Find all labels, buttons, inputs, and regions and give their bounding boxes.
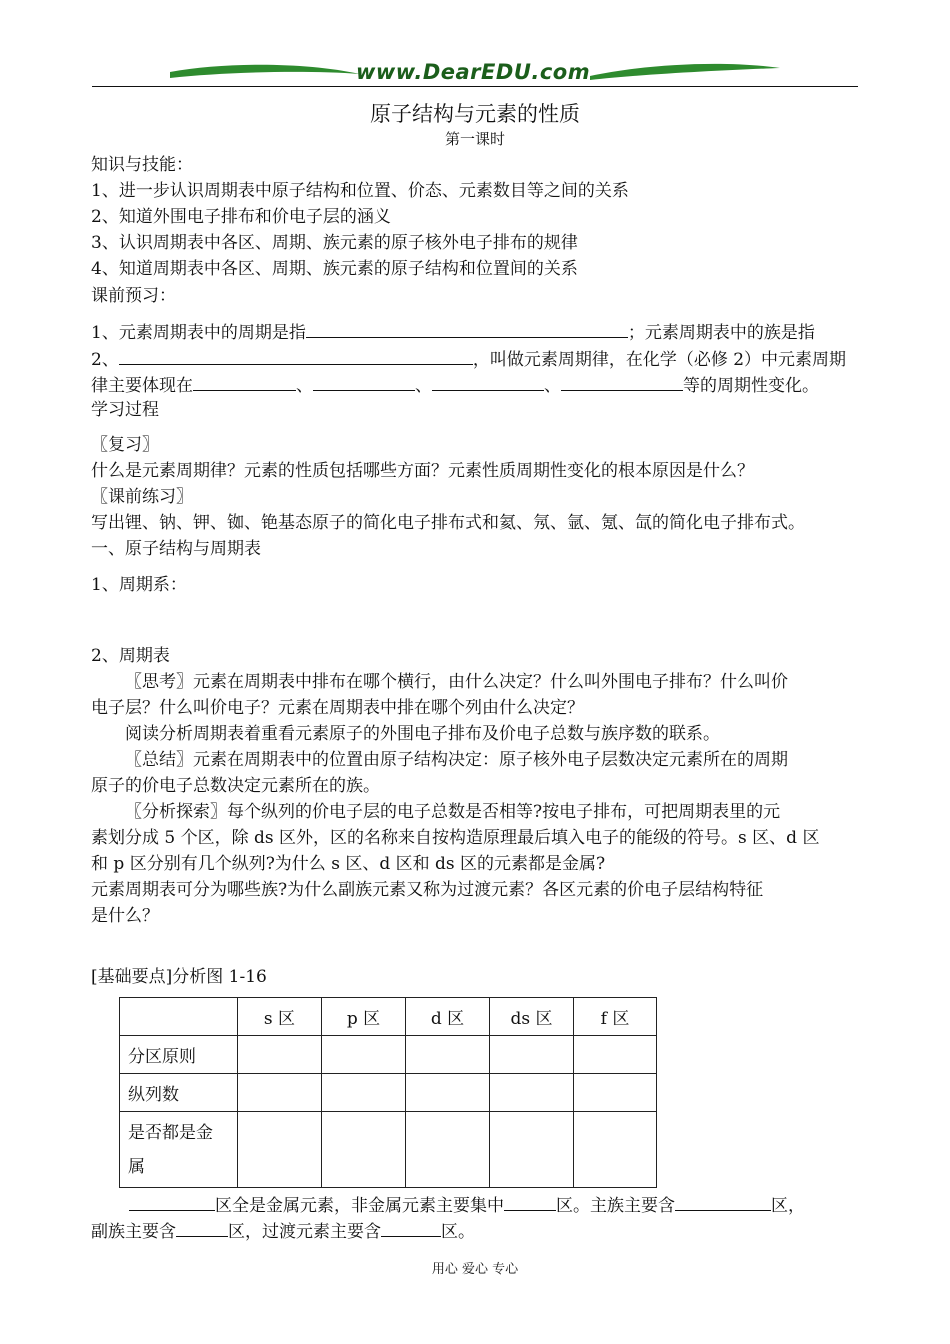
q3-sep: 、 — [544, 376, 561, 396]
objective-item: 2、知道外围电子排布和价电子层的涵义 — [91, 207, 391, 227]
table-header-cell: d 区 — [406, 998, 490, 1036]
basics-heading: [基础要点]分析图 1-16 — [91, 967, 267, 987]
table-cell[interactable] — [574, 1112, 657, 1188]
table-row — [120, 1074, 657, 1112]
q1-blank[interactable] — [306, 319, 628, 338]
objective-item: 1、进一步认识周期表中原子结构和位置、价态、元素数目等之间的关系 — [91, 181, 629, 201]
table-row-label — [120, 1112, 238, 1188]
table-cell[interactable] — [406, 1112, 490, 1188]
page-subtitle: 第一课时 — [444, 130, 505, 148]
fill-blank[interactable] — [504, 1192, 556, 1211]
fill-blank[interactable] — [176, 1218, 228, 1237]
table-header-cell: ds 区 — [490, 998, 574, 1036]
table-cell[interactable] — [574, 1036, 657, 1074]
explore-line: 素划分成 5 个区，除 ds 区外，区的名称来自按构造原理最后填入电子的能级的符号。s 区、d 区 — [91, 828, 820, 848]
review-tag: 〖复习〗 — [91, 435, 159, 455]
q3-blank-4[interactable] — [561, 372, 683, 391]
summary-line: 原子的价电子总数决定元素所在的族。 — [91, 776, 380, 796]
q3-text-end: 等的周期性变化。 — [683, 376, 819, 396]
q3-sep: 、 — [296, 376, 313, 396]
table-cell[interactable] — [406, 1074, 490, 1112]
table-row — [120, 1112, 657, 1188]
preview-q1 — [91, 319, 815, 345]
table-header-cell: f 区 — [574, 998, 657, 1036]
row-label-line: 是否都是金 — [128, 1122, 213, 1143]
q2-text-a: 2、 — [91, 350, 119, 370]
swoosh-right-icon — [585, 58, 785, 86]
header-rule — [92, 86, 858, 87]
q1-text-b: ；元素周期表中的族是指 — [627, 323, 815, 343]
table-header-cell: p 区 — [322, 998, 406, 1036]
table-header-cell — [120, 998, 238, 1036]
fill-text: 区。 — [441, 1222, 475, 1242]
table-row-label: 分区原则 — [120, 1036, 238, 1074]
preview-q3 — [91, 372, 819, 398]
table-row — [120, 1036, 657, 1074]
fill-blank[interactable] — [675, 1192, 771, 1211]
table-cell[interactable] — [406, 1036, 490, 1074]
practice-tag: 〖课前练习〗 — [91, 487, 193, 507]
swoosh-left-icon — [165, 58, 365, 86]
table-row-label: 纵列数 — [120, 1074, 238, 1112]
logo-text: www.DearEDU.com — [356, 60, 591, 84]
table-cell[interactable] — [238, 1112, 322, 1188]
table-header-cell: s 区 — [238, 998, 322, 1036]
q2-text-b: ，叫做元素周期律，在化学（必修 2）中元素周期 — [472, 350, 847, 370]
fill-blank[interactable] — [381, 1218, 441, 1237]
table-cell[interactable] — [322, 1036, 406, 1074]
row-label-line: 属 — [128, 1156, 145, 1177]
q3-blank-3[interactable] — [432, 372, 544, 391]
fill-blank[interactable] — [129, 1192, 215, 1211]
page-title: 原子结构与元素的性质 — [370, 102, 580, 126]
think-line: 电子层？什么叫价电子？元素在周期表中排在哪个列由什么决定？ — [91, 698, 584, 718]
subsection-periodic-table: 2、周期表 — [91, 646, 170, 666]
fill-text: 区。主族主要含 — [556, 1196, 675, 1216]
objective-item: 4、知道周期表中各区、周期、族元素的原子结构和位置间的关系 — [91, 259, 578, 279]
read-line: 阅读分析周期表着重看元素原子的外围电子排布及价电子总数与族序数的联系。 — [125, 724, 720, 744]
fill-text: 区全是金属元素，非金属元素主要集中 — [215, 1196, 504, 1216]
fill-text: 副族主要含 — [91, 1222, 176, 1242]
table-cell[interactable] — [490, 1074, 574, 1112]
table-cell[interactable] — [322, 1112, 406, 1188]
q2-blank[interactable] — [119, 346, 473, 365]
preview-heading: 课前预习： — [91, 286, 176, 306]
preview-q2 — [91, 346, 846, 372]
table-cell[interactable] — [238, 1074, 322, 1112]
think-line: 〖思考〗元素在周期表中排布在哪个横行，由什么决定？什么叫外围电子排布？什么叫价 — [125, 672, 788, 692]
fill-line-2 — [91, 1218, 475, 1244]
q1-text-a: 1、元素周期表中的周期是指 — [91, 323, 306, 343]
review-question: 什么是元素周期律？元素的性质包括哪些方面？元素性质周期性变化的根本原因是什么？ — [91, 461, 754, 481]
explore-line: 〖分析探索〗每个纵列的价电子层的电子总数是否相等?按电子排布，可把周期表里的元 — [125, 802, 781, 822]
subsection-periodic-system: 1、周期系： — [91, 575, 187, 595]
explore-line: 是什么？ — [91, 906, 159, 926]
objective-item: 3、认识周期表中各区、周期、族元素的原子核外电子排布的规律 — [91, 233, 578, 253]
explore-line: 和 p 区分别有几个纵列?为什么 s 区、d 区和 ds 区的元素都是金属? — [91, 854, 606, 874]
summary-line: 〖总结〗元素在周期表中的位置由原子结构决定：原子核外电子层数决定元素所在的周期 — [125, 750, 788, 770]
page-footer: 用心 爱心 专心 — [431, 1262, 519, 1277]
blocks-table — [119, 997, 657, 1188]
q3-blank-2[interactable] — [313, 372, 415, 391]
fill-text: 区，过渡元素主要含 — [228, 1222, 381, 1242]
section-heading: 一、原子结构与周期表 — [91, 539, 261, 559]
table-cell[interactable] — [490, 1036, 574, 1074]
explore-line: 元素周期表可分为哪些族?为什么副族元素又称为过渡元素？各区元素的价电子层结构特征 — [91, 880, 764, 900]
table-cell[interactable] — [574, 1074, 657, 1112]
fill-line-1 — [129, 1192, 805, 1218]
q3-sep: 、 — [415, 376, 432, 396]
table-cell[interactable] — [238, 1036, 322, 1074]
table-cell[interactable] — [322, 1074, 406, 1112]
objectives-heading: 知识与技能： — [91, 155, 193, 175]
fill-text: 区， — [771, 1196, 805, 1216]
q3-blank-1[interactable] — [193, 372, 296, 391]
q3-text-a: 律主要体现在 — [91, 376, 193, 396]
practice-question: 写出锂、钠、钾、铷、铯基态原子的简化电子排布式和氦、氖、氩、氪、氙的简化电子排布式。 — [91, 513, 805, 533]
table-cell[interactable] — [490, 1112, 574, 1188]
process-heading: 学习过程 — [91, 400, 159, 420]
